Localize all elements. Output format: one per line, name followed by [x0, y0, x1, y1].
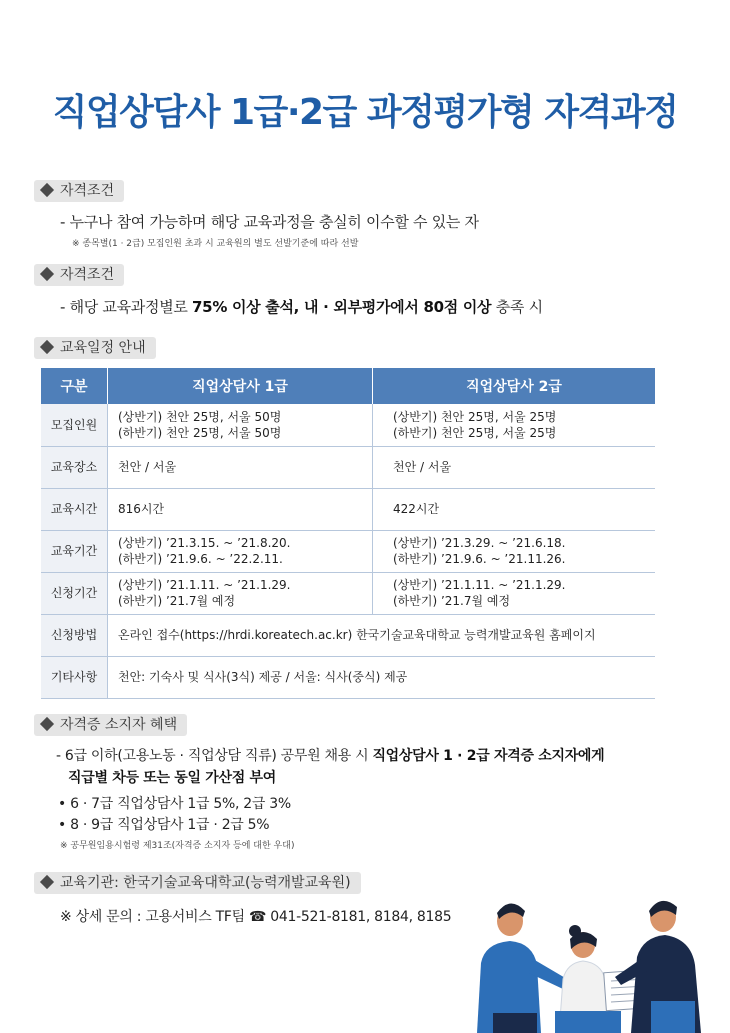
table-row — [41, 572, 655, 614]
row-label: 교육기간 — [41, 530, 108, 572]
phone-icon: ☎ — [249, 909, 267, 925]
people-illustration — [455, 893, 730, 1033]
diamond-bullet-icon — [40, 267, 54, 281]
qualification-note: ※ 종목별(1 · 2급) 모집인원 초과 시 교육원의 별도 선발기준에 따라 선발 — [72, 239, 359, 249]
table-row — [41, 404, 655, 446]
table-row — [41, 446, 655, 488]
person-right-figure — [615, 901, 701, 1033]
cell-other-info: 천안: 기숙사 및 식사(3식) 제공 / 서울: 식사(중식) 제공 — [108, 656, 656, 698]
section-label-qualification: 자격조건 — [34, 180, 124, 202]
header-level2: 직업상담사 2급 — [373, 368, 656, 404]
benefit-note: ※ 공무원임용시험령 제31조(자격증 소지자 등에 대한 우대) — [60, 841, 295, 851]
header-level1: 직업상담사 1급 — [108, 368, 373, 404]
section-label-institution: 교육기관: 한국기술교육대학교(능력개발교육원) — [34, 872, 361, 894]
table-row — [41, 488, 655, 530]
page-title: 직업상담사 1급·2급 과정평가형 자격과정 — [52, 92, 678, 133]
diamond-bullet-icon — [40, 875, 54, 889]
person-left-figure — [477, 903, 567, 1033]
cell-level1: (상반기) ’21.3.15. ~ ’21.8.20. (하반기) ’21.9.6. ~ ’22.2.11. — [108, 530, 373, 572]
cell-level1: (상반기) ’21.1.11. ~ ’21.1.29. (하반기) ’21.7월 예정 — [108, 572, 373, 614]
row-label: 신청방법 — [41, 614, 108, 656]
cell-level2: 422시간 — [373, 488, 656, 530]
cell-level1: 816시간 — [108, 488, 373, 530]
row-label: 기타사항 — [41, 656, 108, 698]
cell-level1: (상반기) 천안 25명, 서울 50명 (하반기) 천안 25명, 서울 50명 — [108, 404, 373, 446]
cell-level1: 천안 / 서울 — [108, 446, 373, 488]
row-label: 모집인원 — [41, 404, 108, 446]
cell-level2: 천안 / 서울 — [373, 446, 656, 488]
section-label-benefits: 자격증 소지자 혜택 — [34, 714, 187, 736]
section-label-completion: 자격조건 — [34, 264, 124, 286]
benefit-bullet2: • 8 · 9급 직업상담사 1급 · 2급 5% — [58, 817, 270, 833]
table-row — [41, 656, 655, 698]
table-header-row — [41, 368, 655, 404]
cell-level2: (상반기) ’21.3.29. ~ ’21.6.18. (하반기) ’21.9.6. ~ ’21.11.26. — [373, 530, 656, 572]
table-row — [41, 530, 655, 572]
contact-line: ※ 상세 문의 : 고용서비스 TF팀 ☎ 041-521-8181, 8184, 8185 — [60, 909, 452, 925]
diamond-bullet-icon — [40, 717, 54, 731]
benefit-line2: 직급별 차등 또는 동일 가산점 부여 — [68, 770, 277, 786]
section-label-schedule: 교육일정 안내 — [34, 337, 156, 359]
diamond-bullet-icon — [40, 183, 54, 197]
benefit-bullet1: • 6 · 7급 직업상담사 1급 5%, 2급 3% — [58, 796, 291, 812]
schedule-table — [41, 368, 655, 699]
row-label: 교육장소 — [41, 446, 108, 488]
table-row — [41, 614, 655, 656]
row-label: 교육시간 — [41, 488, 108, 530]
benefit-line1: - 6급 이하(고용노동 · 직업상담 직류) 공무원 채용 시 직업상담사 1 · 2급 자격증 소지자에게 — [56, 748, 605, 764]
row-label: 신청기간 — [41, 572, 108, 614]
cell-apply-method: 온라인 접수(https://hrdi.koreatech.ac.kr) 한국기술교육대학교 능력개발교육원 홈페이지 — [108, 614, 656, 656]
header-category: 구분 — [41, 368, 108, 404]
qualification-line: - 누구나 참여 가능하며 해당 교육과정을 충실히 이수할 수 있는 자 — [60, 213, 479, 231]
cell-level2: (상반기) ’21.1.11. ~ ’21.1.29. (하반기) ’21.7월 예정 — [373, 572, 656, 614]
diamond-bullet-icon — [40, 340, 54, 354]
cell-level2: (상반기) 천안 25명, 서울 25명 (하반기) 천안 25명, 서울 25명 — [373, 404, 656, 446]
completion-line: - 해당 교육과정별로 75% 이상 출석, 내 · 외부평가에서 80점 이상 충족 시 — [60, 298, 543, 316]
